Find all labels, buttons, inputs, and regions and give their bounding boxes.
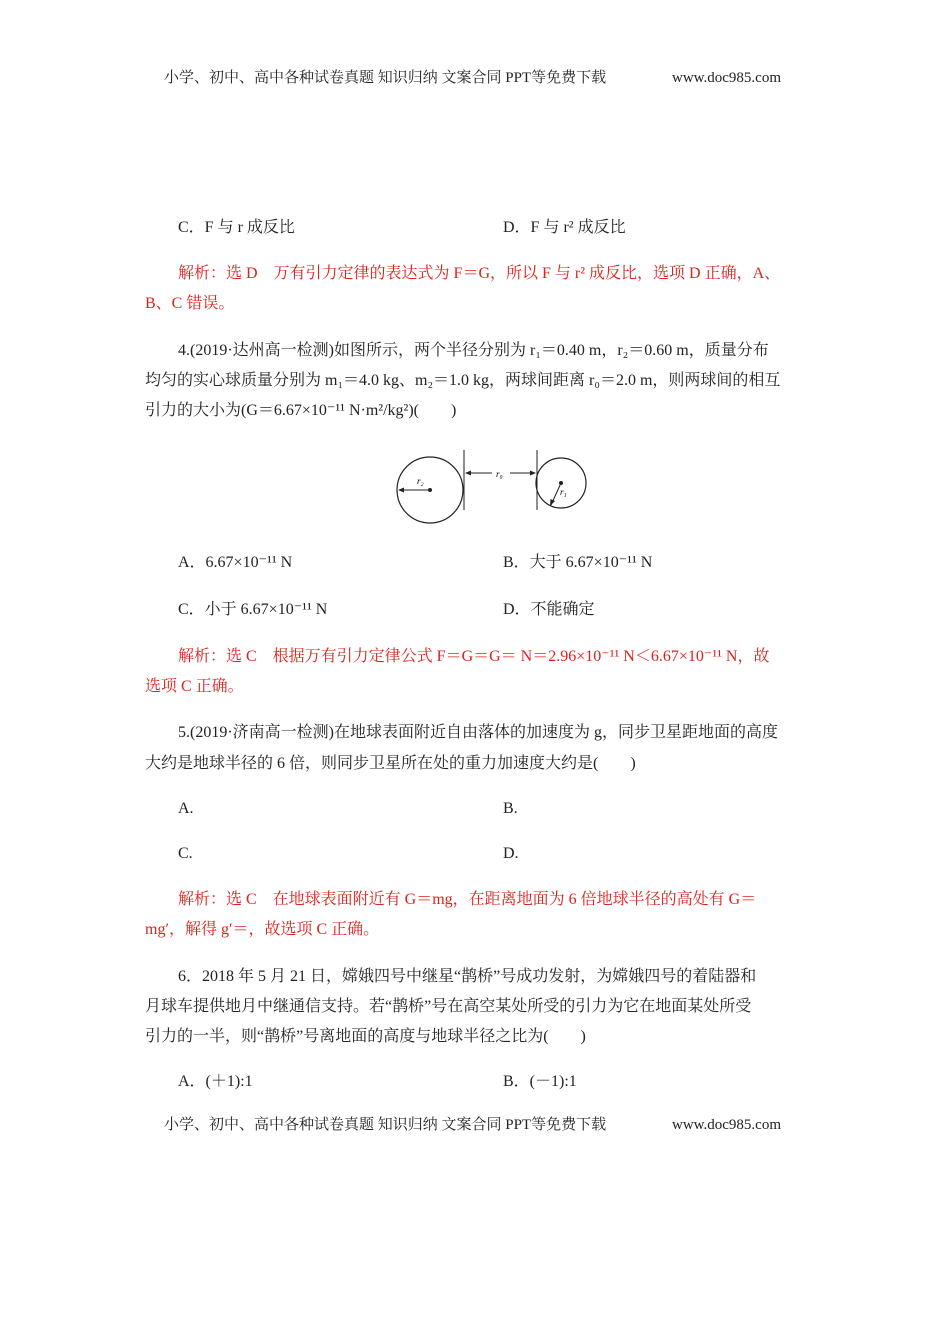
q6-option-b: B．(－1):1 bbox=[503, 1073, 577, 1090]
q6-stem: 6．2018 年 5 月 21 日，嫦娥四号中继星“鹊桥”号成功发射，为嫦娥四号的着陆器和 bbox=[178, 968, 757, 985]
q5-stem: 5.(2019·济南高一检测)在地球表面附近自由落体的加速度为 g，同步卫星距地面的高度 bbox=[178, 724, 778, 741]
q4-option-d: D．不能确定 bbox=[503, 601, 595, 618]
q6-stem-3: 引力的一半，则“鹊桥”号离地面的高度与地球半径之比为( ) bbox=[145, 1028, 586, 1045]
q3-option-d: D．F 与 r² 成反比 bbox=[503, 219, 626, 236]
q5-analysis: 解析：选 C 在地球表面附近有 G＝mg，在距离地面为 6 倍地球半径的高处有 G＝ bbox=[178, 891, 757, 908]
r1-label: r₁ bbox=[560, 487, 567, 497]
two-spheres-figure bbox=[390, 448, 600, 535]
q5-analysis-cont: mg′，解得 g′＝，故选项 C 正确。 bbox=[145, 921, 380, 938]
q3-analysis: 解析：选 D 万有引力定律的表达式为 F＝G，所以 F 与 r² 成反比，选项 D 正确，A、 bbox=[178, 265, 781, 282]
q5-stem-2: 大约是地球半径的 6 倍，则同步卫星所在处的重力加速度大约是( ) bbox=[145, 755, 636, 772]
q6-stem-2: 月球车提供地月中继通信支持。若“鹊桥”号在高空某处所受的引力为它在地面某处所受 bbox=[145, 998, 752, 1015]
q3-option-c: C．F 与 r 成反比 bbox=[178, 219, 295, 236]
q4-option-b: B．大于 6.67×10⁻¹¹ N bbox=[503, 554, 653, 571]
footer-site-link[interactable]: www.doc985.com bbox=[672, 1117, 782, 1133]
r2-label: r₂ bbox=[417, 476, 424, 486]
q3-analysis-cont: B、C 错误。 bbox=[145, 295, 235, 312]
r0-label: r₀ bbox=[496, 469, 503, 479]
footer-text: 小学、初中、高中各种试卷真题 知识归纳 文案合同 PPT等免费下载 bbox=[164, 1117, 607, 1133]
q4-analysis: 解析：选 C 根据万有引力定律公式 F＝G＝G＝ N＝2.96×10⁻¹¹ N＜6.67×10⁻¹¹ N，故 bbox=[178, 648, 770, 665]
q5-option-d: D. bbox=[503, 845, 519, 862]
q5-option-a: A. bbox=[178, 800, 194, 817]
q4-option-a: A．6.67×10⁻¹¹ N bbox=[178, 554, 293, 571]
q5-option-b: B. bbox=[503, 800, 518, 817]
q4-option-c: C．小于 6.67×10⁻¹¹ N bbox=[178, 601, 328, 618]
q4-stem: 4.(2019·达州高一检测)如图所示，两个半径分别为 r₁＝0.40 m，r₂＝0.60 m，质量分布 bbox=[178, 342, 769, 359]
q4-analysis-cont: 选项 C 正确。 bbox=[145, 678, 244, 695]
q4-stem-3: 引力的大小为(G＝6.67×10⁻¹¹ N·m²/kg²)( ) bbox=[145, 402, 457, 419]
header-text: 小学、初中、高中各种试卷真题 知识归纳 文案合同 PPT等免费下载 bbox=[164, 70, 607, 86]
header-site-link[interactable]: www.doc985.com bbox=[672, 70, 782, 86]
q6-option-a: A．(＋1):1 bbox=[178, 1073, 253, 1090]
q4-stem-2: 均匀的实心球质量分别为 m₁＝4.0 kg、m₂＝1.0 kg，两球间距离 r₀＝2.0 m，则两球间的相互 bbox=[145, 372, 781, 389]
q5-option-c: C. bbox=[178, 845, 193, 862]
